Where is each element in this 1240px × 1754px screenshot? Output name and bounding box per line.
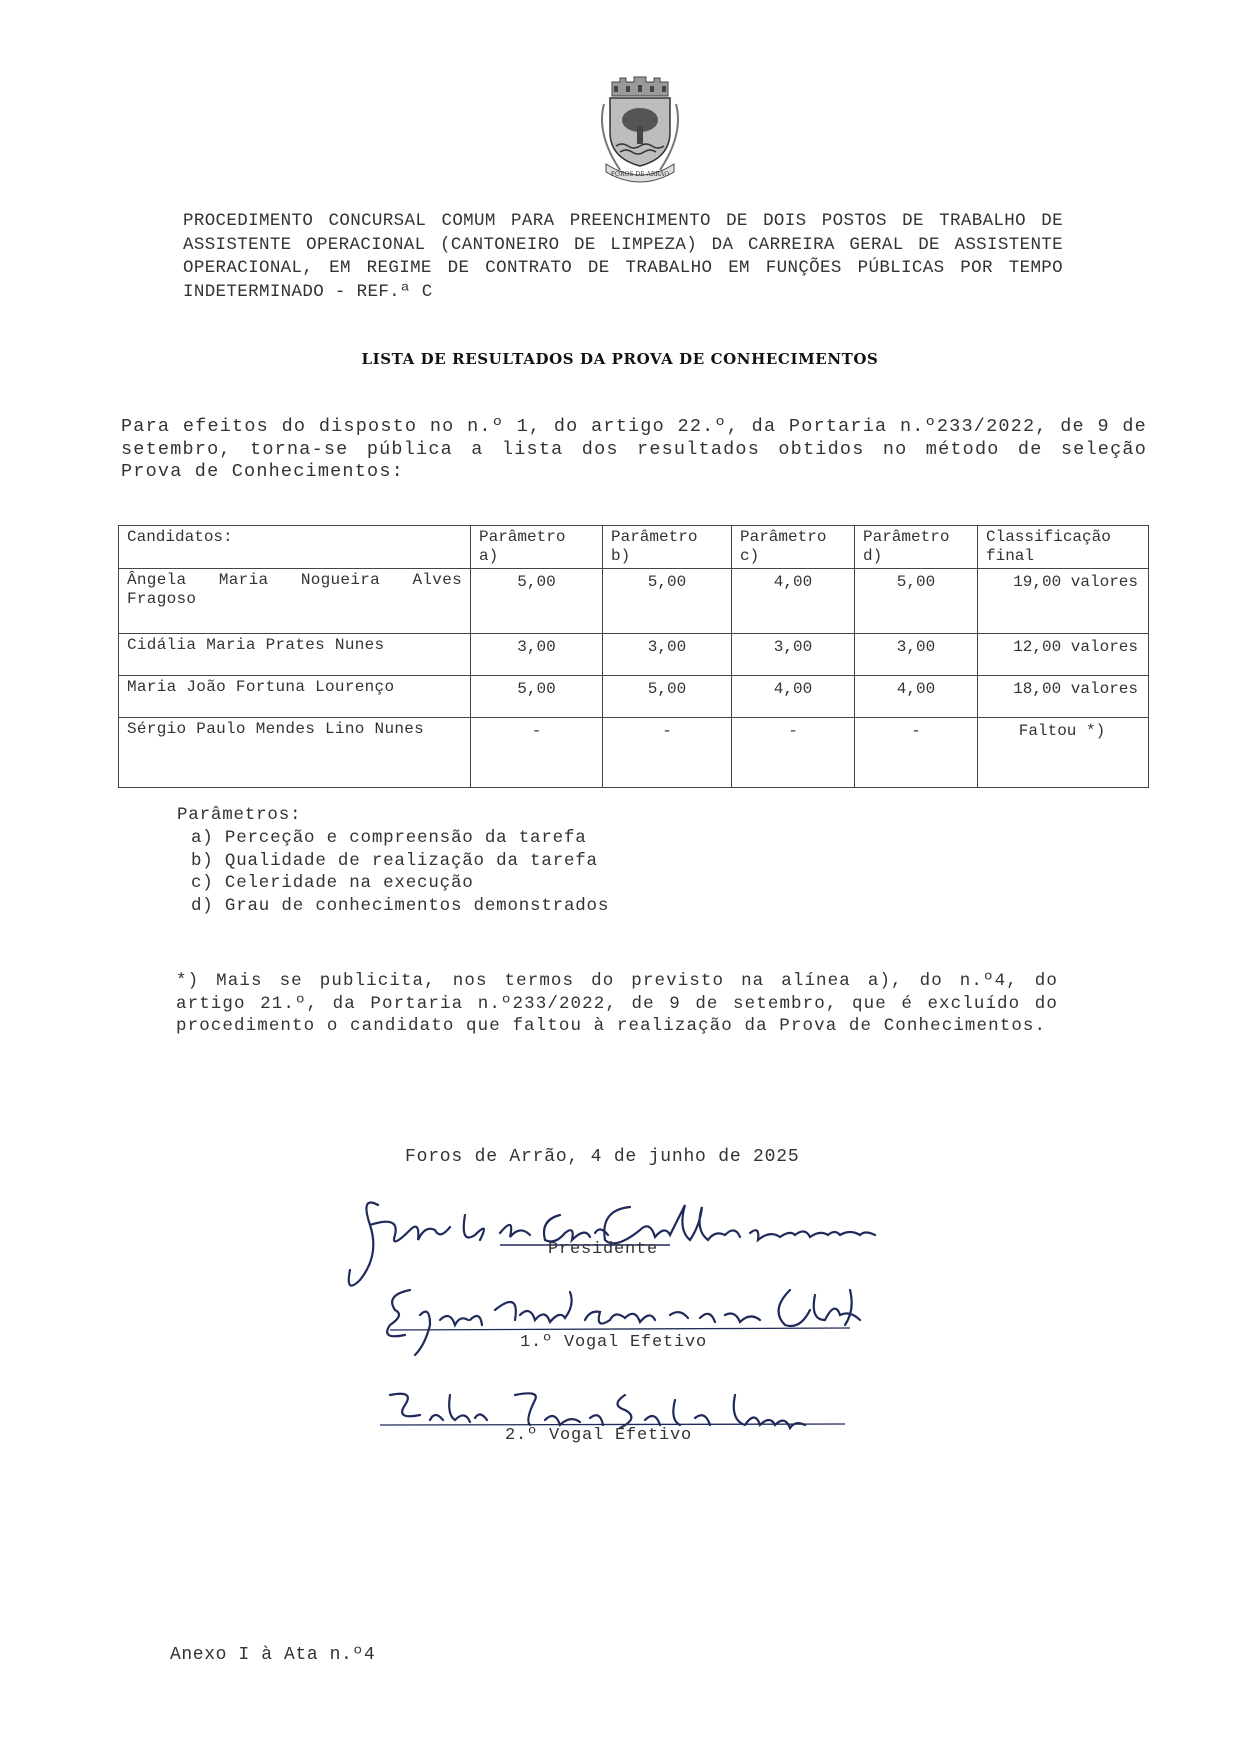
procedure-heading: PROCEDIMENTO CONCURSAL COMUM PARA PREENCHIMENTO DE DOIS POSTOS DE TRABALHO DE ASSISTENTE OPERACIONAL (CANTONEIRO DE LIMPEZA) DA CARREIRA GERAL DE ASSISTENTE OPERACIONAL, EM REGIME DE CONTRATO DE TRABALHO EM FUNÇÕES PÚBLICAS POR TEMPO INDETERMINADO - REF.ª C xyxy=(183,211,1063,302)
score-d: 3,00 xyxy=(855,634,978,676)
score-c: 4,00 xyxy=(732,569,855,634)
score-a: 3,00 xyxy=(471,634,603,676)
score-b: - xyxy=(603,718,732,788)
parameters-label: Parâmetros: xyxy=(177,805,302,825)
table-header-row xyxy=(119,526,1149,569)
parameter-item: c) Celeridade na execução xyxy=(191,873,474,894)
intro-paragraph: Para efeitos do disposto no n.º 1, do artigo 22.º, da Portaria n.º233/2022, de 9 de setembro, torna-se pública a lista dos resultados obtidos no método de seleção Prova de Conhecimentos: xyxy=(121,416,1147,482)
municipal-crest xyxy=(590,74,690,184)
score-a: - xyxy=(471,718,603,788)
header-param-b: Parâmetro b) xyxy=(603,526,732,569)
document-title: LISTA DE RESULTADOS DA PROVA DE CONHECIMENTOS xyxy=(361,350,879,368)
vogal1-role: 1.º Vogal Efetivo xyxy=(520,1333,708,1352)
place-date: Foros de Arrão, 4 de junho de 2025 xyxy=(405,1147,800,1167)
candidate-name: Maria João Fortuna Lourenço xyxy=(119,676,471,718)
score-c: 4,00 xyxy=(732,676,855,718)
score-b: 5,00 xyxy=(603,676,732,718)
table-row xyxy=(119,676,1149,718)
score-c: - xyxy=(732,718,855,788)
parameter-item: b) Qualidade de realização da tarefa xyxy=(191,850,598,871)
score-d: 4,00 xyxy=(855,676,978,718)
candidate-name: Sérgio Paulo Mendes Lino Nunes xyxy=(119,718,471,788)
final-score: Faltou *) xyxy=(978,718,1149,788)
exclusion-note: *) Mais se publicita, nos termos do previsto na alínea a), do n.º4, do artigo 21.º, da Portaria n.º233/2022, de 9 de setembro, que é excluído do procedimento o candidato que faltou à realização da Prova de Conhecimentos. xyxy=(176,971,1058,1036)
president-role: Presidente xyxy=(548,1240,659,1259)
candidate-name: Ângela Maria Nogueira Alves Fragoso xyxy=(119,569,471,634)
crest-motto: FOROS DE ARRÃO xyxy=(610,171,670,178)
footer-annex: Anexo I à Ata n.º4 xyxy=(170,1645,376,1665)
header-candidates: Candidatos: xyxy=(119,526,471,569)
header-param-d: Parâmetro d) xyxy=(855,526,978,569)
final-score: 12,00 valores xyxy=(978,634,1149,676)
table-row xyxy=(119,569,1149,634)
score-a: 5,00 xyxy=(471,569,603,634)
header-param-c: Parâmetro c) xyxy=(732,526,855,569)
score-c: 3,00 xyxy=(732,634,855,676)
score-b: 5,00 xyxy=(603,569,732,634)
final-score: 18,00 valores xyxy=(978,676,1149,718)
score-d: - xyxy=(855,718,978,788)
final-score: 19,00 valores xyxy=(978,569,1149,634)
parameter-item: a) Perceção e compreensão da tarefa xyxy=(191,827,587,848)
parameters-legend xyxy=(177,804,609,918)
table-row xyxy=(119,718,1149,788)
score-d: 5,00 xyxy=(855,569,978,634)
vogal2-role: 2.º Vogal Efetivo xyxy=(505,1426,693,1445)
score-b: 3,00 xyxy=(603,634,732,676)
parameter-item: d) Grau de conhecimentos demonstrados xyxy=(191,896,610,917)
header-final: Classificação final xyxy=(978,526,1149,569)
candidate-name: Cidália Maria Prates Nunes xyxy=(119,634,471,676)
score-a: 5,00 xyxy=(471,676,603,718)
table-row xyxy=(119,634,1149,676)
results-table xyxy=(118,525,1149,788)
header-param-a: Parâmetro a) xyxy=(471,526,603,569)
